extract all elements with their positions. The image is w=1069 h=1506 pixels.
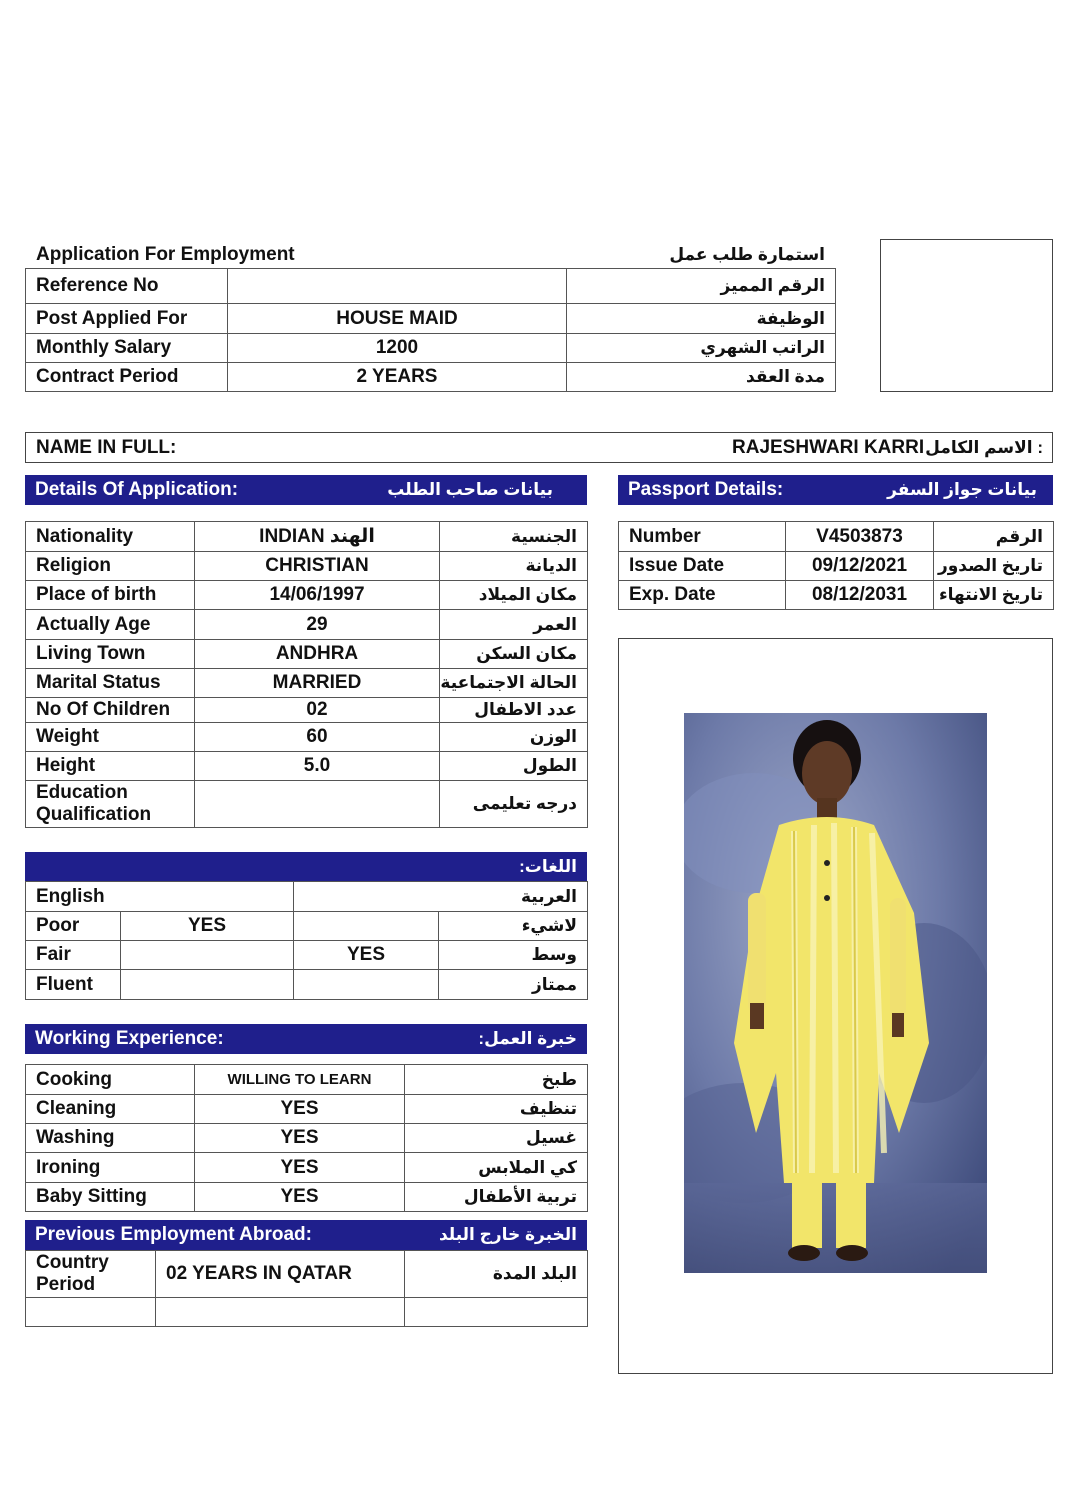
cleaning-value: YES (195, 1095, 405, 1124)
height-label: Height (26, 752, 195, 781)
post-label: Post Applied For (26, 304, 228, 334)
birth-label: Place of birth (26, 581, 195, 610)
education-value (195, 781, 440, 828)
form-title-ar: استمارة طلب عمل (669, 245, 825, 264)
fair-label: Fair (26, 941, 121, 970)
experience-title-ar: خبرة العمل: (478, 1029, 577, 1048)
salary-label: Monthly Salary (26, 334, 228, 363)
exp-date-value: 08/12/2031 (786, 581, 934, 610)
poor-label-ar: لاشيء (439, 912, 588, 941)
height-label-ar: الطول (440, 752, 588, 781)
ironing-label: Ironing (26, 1153, 195, 1183)
education-label-ar: درجه تعليمى (440, 781, 588, 828)
fluent-english-value (121, 970, 294, 1000)
english-header: English (26, 882, 294, 912)
fair-label-ar: وسط (439, 941, 588, 970)
fair-english-value (121, 941, 294, 970)
weight-label-ar: الوزن (440, 723, 588, 752)
birth-label-ar: مكان الميلاد (440, 581, 588, 610)
previous-title-ar: الخبرة خارج البلد (438, 1225, 577, 1244)
experience-title: Working Experience: (35, 1028, 224, 1049)
previous-value: 02 YEARS IN QATAR (156, 1251, 405, 1298)
details-title-ar: بيانات صاحب الطلب (387, 480, 553, 499)
town-label-ar: مكان السكن (440, 640, 588, 669)
washing-value: YES (195, 1124, 405, 1153)
birth-value: 14/06/1997 (195, 581, 440, 610)
marital-value: MARRIED (195, 669, 440, 698)
fluent-label-ar: ممتاز (439, 970, 588, 1000)
height-value: 5.0 (195, 752, 440, 781)
poor-english-value: YES (121, 912, 294, 941)
previous-table (25, 1250, 588, 1327)
children-label-ar: عدد الاطفال (440, 698, 588, 723)
children-label: No Of Children (26, 698, 195, 723)
previous-empty-1 (26, 1298, 156, 1327)
fair-arabic-value: YES (294, 941, 439, 970)
weight-value: 60 (195, 723, 440, 752)
poor-label: Poor (26, 912, 121, 941)
passport-number-value: V4503873 (786, 522, 934, 552)
town-label: Living Town (26, 640, 195, 669)
nationality-label: Nationality (26, 522, 195, 552)
details-header (25, 475, 587, 505)
period-label: Period (36, 1274, 96, 1295)
children-value: 02 (195, 698, 440, 723)
previous-label (26, 1251, 156, 1298)
age-value: 29 (195, 610, 440, 640)
issue-date-label-ar: تاريخ الصدور (934, 552, 1054, 581)
header-table (25, 268, 836, 392)
passport-number-label-ar: الرقم (934, 522, 1054, 552)
babysitting-label-ar: تربية الأطفال (405, 1183, 588, 1212)
nationality-value: INDIAN الهند (195, 522, 440, 552)
reference-label: Reference No (26, 269, 228, 304)
arabic-header: العربية (294, 882, 588, 912)
post-value: HOUSE MAID (228, 304, 567, 334)
issue-date-value: 09/12/2021 (786, 552, 934, 581)
name-label-ar: : الاسم الكامل (925, 438, 1043, 457)
cooking-value: WILLING TO LEARN (195, 1065, 405, 1095)
marital-label: Marital Status (26, 669, 195, 698)
poor-arabic-value (294, 912, 439, 941)
babysitting-value: YES (195, 1183, 405, 1212)
passport-header (618, 475, 1053, 505)
ironing-value: YES (195, 1153, 405, 1183)
form-title: Application For Employment (36, 244, 295, 265)
contract-label: Contract Period (26, 363, 228, 392)
name-label: NAME IN FULL: (36, 437, 177, 458)
salary-label-ar: الراتب الشهري (567, 334, 836, 363)
babysitting-label: Baby Sitting (26, 1183, 195, 1212)
previous-title: Previous Employment Abroad: (35, 1224, 312, 1245)
reference-value (228, 269, 567, 304)
passport-number-label: Number (619, 522, 786, 552)
languages-title-ar: اللغات: (519, 857, 577, 876)
salary-value: 1200 (228, 334, 567, 363)
issue-date-label: Issue Date (619, 552, 786, 581)
contract-value: 2 YEARS (228, 363, 567, 392)
country-label: Country (36, 1252, 109, 1273)
fluent-label: Fluent (26, 970, 121, 1000)
marital-label-ar: الحالة الاجتماعية (440, 669, 588, 698)
religion-value: CHRISTIAN (195, 552, 440, 581)
languages-table (25, 881, 588, 1000)
exp-date-label: Exp. Date (619, 581, 786, 610)
religion-label: Religion (26, 552, 195, 581)
cooking-label: Cooking (26, 1065, 195, 1095)
applicant-photo (684, 713, 987, 1273)
religion-label-ar: الديانة (440, 552, 588, 581)
contract-label-ar: مدة العقد (567, 363, 836, 392)
name-row (25, 432, 1053, 463)
details-title: Details Of Application: (35, 479, 239, 500)
cleaning-label-ar: تنظيف (405, 1095, 588, 1124)
nationality-label-ar: الجنسية (440, 522, 588, 552)
previous-label-ar: البلد المدة (405, 1251, 588, 1298)
passport-table (618, 521, 1054, 610)
passport-title-ar: بيانات جواز السفر (887, 480, 1037, 499)
previous-empty-2 (156, 1298, 405, 1327)
photo-placeholder-box (880, 239, 1053, 392)
post-label-ar: الوظيفة (567, 304, 836, 334)
fluent-arabic-value (294, 970, 439, 1000)
passport-title: Passport Details: (628, 479, 784, 500)
name-value: RAJESHWARI KARRI (732, 437, 925, 458)
previous-empty-3 (405, 1298, 588, 1327)
age-label-ar: العمر (440, 610, 588, 640)
washing-label-ar: غسيل (405, 1124, 588, 1153)
photo-frame (618, 638, 1053, 1374)
ironing-label-ar: كي الملابس (405, 1153, 588, 1183)
weight-label: Weight (26, 723, 195, 752)
reference-label-ar: الرقم المميز (567, 269, 836, 304)
washing-label: Washing (26, 1124, 195, 1153)
languages-header (25, 852, 587, 882)
cleaning-label: Cleaning (26, 1095, 195, 1124)
town-value: ANDHRA (195, 640, 440, 669)
experience-table (25, 1064, 588, 1212)
experience-header (25, 1024, 587, 1054)
age-label: Actually Age (26, 610, 195, 640)
education-label: Education Qualification (26, 781, 195, 828)
cooking-label-ar: طبخ (405, 1065, 588, 1095)
previous-header (25, 1220, 587, 1250)
details-table (25, 521, 588, 828)
exp-date-label-ar: تاريخ الانتهاء (934, 581, 1054, 610)
